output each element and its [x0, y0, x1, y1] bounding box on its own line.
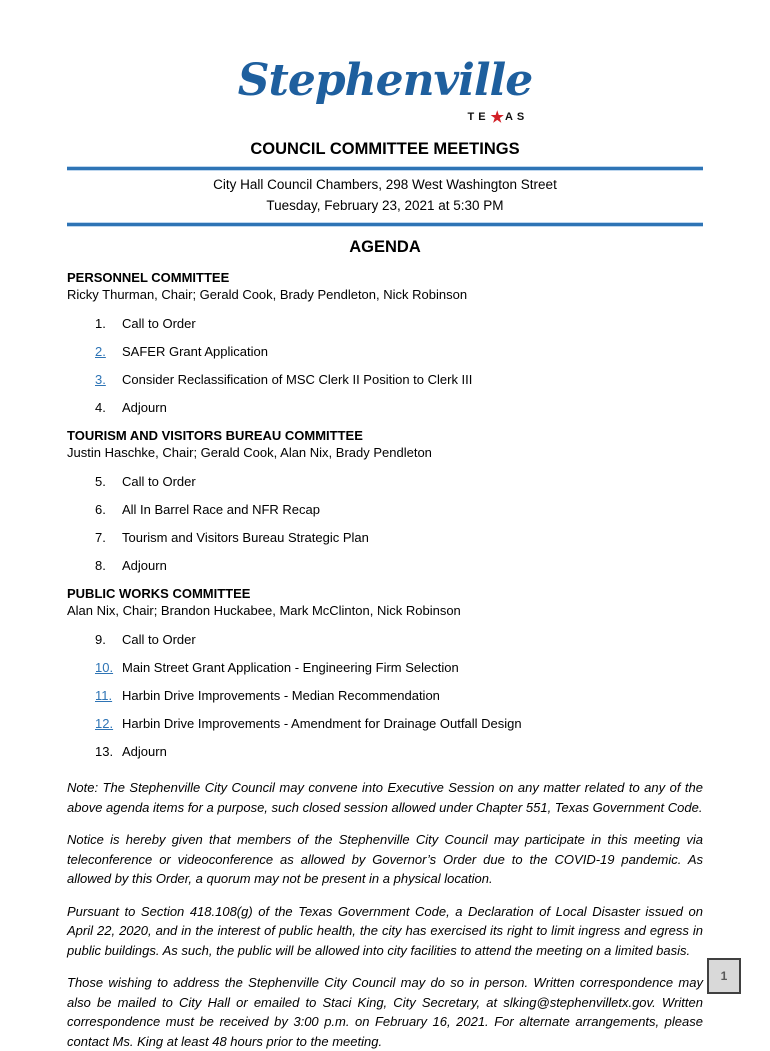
- agenda-item-text: Consider Reclassification of MSC Clerk II Position to Clerk III: [122, 372, 473, 388]
- agenda-item-number: 4.: [95, 400, 106, 416]
- stephenville-logo: [67, 0, 703, 126]
- agenda-item-number: 6.: [95, 502, 106, 518]
- committee-members: Alan Nix, Chair; Brandon Huckabee, Mark McClinton, Nick Robinson: [67, 603, 461, 619]
- agenda-item-number[interactable]: 12.: [95, 716, 114, 732]
- agenda-item-number[interactable]: 10.: [95, 660, 114, 676]
- note-teleconference: Notice is hereby given that members of the Stephenville City Council may participate in this meeting via teleconference or videoconference as allowed by Governor’s Order due to the COVID-19 pandemic. As allowed by this Order, a quorum may not be present in a physical location.: [67, 832, 703, 887]
- star-icon: ★: [490, 108, 504, 126]
- agenda-item-number: 9.: [95, 632, 106, 648]
- section-public-works-committee: [67, 586, 703, 759]
- agenda-item-text: Harbin Drive Improvements - Amendment for Drainage Outfall Design: [122, 716, 522, 732]
- committee-members: Ricky Thurman, Chair; Gerald Cook, Brady Pendleton, Nick Robinson: [67, 287, 468, 303]
- texas-prefix: TE: [467, 110, 490, 123]
- agenda-item: [95, 744, 703, 759]
- agenda-item: [95, 474, 703, 489]
- agenda-item-list: [67, 632, 703, 759]
- agenda-item-number: 5.: [95, 474, 106, 490]
- agenda-item-number[interactable]: 2.: [95, 344, 106, 360]
- agenda-heading: AGENDA: [349, 238, 421, 257]
- agenda-item: [95, 372, 703, 387]
- committee-name: TOURISM AND VISITORS BUREAU COMMITTEE: [67, 428, 363, 444]
- agenda-item-number: 8.: [95, 558, 106, 574]
- stephenville-logo-texas-text: [467, 108, 528, 126]
- agenda-item: [95, 502, 703, 517]
- note-correspondence: Those wishing to address the Stephenville City Council may do so in person. Written correspondence may also be mailed to City Hall or emailed to Staci King, City Secretary, at slking@stephenvilletx.gov. Written correspondence must be received by 3:00 p.m. on February 16, 2021. For alternate arrangements, please contact Ms. King at least 48 hours prior to the meeting.: [67, 975, 703, 1049]
- stephenville-logo-script-text: Stephenville: [237, 55, 533, 106]
- agenda-item-list: [67, 474, 703, 573]
- meeting-location: City Hall Council Chambers, 298 West Washington Street: [213, 176, 557, 192]
- agenda-item: [95, 344, 703, 359]
- committee-name: PERSONNEL COMMITTEE: [67, 270, 230, 286]
- page-number: 1: [720, 969, 728, 983]
- committee-members: Justin Haschke, Chair; Gerald Cook, Alan Nix, Brady Pendleton: [67, 445, 432, 461]
- bottom-rule: [67, 222, 703, 227]
- meeting-location-datetime: [67, 171, 703, 223]
- document-title: COUNCIL COMMITTEE MEETINGS: [250, 139, 520, 158]
- agenda-item-text: Call to Order: [122, 474, 196, 490]
- agenda-item-list: [67, 316, 703, 415]
- notes-section: [67, 778, 703, 1051]
- agenda-item-number[interactable]: 11.: [95, 688, 113, 704]
- agenda-item-number: 13.: [95, 744, 114, 760]
- note-local-disaster: Pursuant to Section 418.108(g) of the Texas Government Code, a Declaration of Local Disaster issued on April 22, 2020, and in the interest of public health, the city has exercised its right to limit ingress and egress in public buildings. As such, the public will be allowed into city facilities to attend the meeting on a limited basis.: [67, 903, 703, 958]
- committee-name: PUBLIC WORKS COMMITTEE: [67, 586, 251, 602]
- note-executive-session: Note: The Stephenville City Council may convene into Executive Session on any matter related to any of the above agenda items for a purpose, such closed session allowed under Chapter 551, Texas Government Code.: [67, 780, 703, 815]
- agenda-item-number: 1.: [95, 316, 106, 332]
- agenda-item-text: Harbin Drive Improvements - Median Recommendation: [122, 688, 440, 704]
- agenda-item-text: Adjourn: [122, 400, 167, 416]
- agenda-item: [95, 316, 703, 331]
- meeting-datetime: Tuesday, February 23, 2021 at 5:30 PM: [266, 197, 504, 213]
- agenda-item: [95, 530, 703, 545]
- agenda-item-number: 7.: [95, 530, 106, 546]
- agenda-item: [95, 716, 703, 731]
- agenda-item: [95, 660, 703, 675]
- agenda-item-number[interactable]: 3.: [95, 372, 106, 388]
- agenda-item: [95, 400, 703, 415]
- agenda-item: [95, 558, 703, 573]
- agenda-item: [95, 632, 703, 647]
- texas-suffix: AS: [504, 110, 529, 123]
- agenda-item-text: Call to Order: [122, 632, 196, 648]
- stephenville-logo-inner: [238, 56, 533, 126]
- section-personnel-committee: [67, 270, 703, 415]
- agenda-item-text: SAFER Grant Application: [122, 344, 268, 360]
- agenda-item-text: Adjourn: [122, 558, 167, 574]
- agenda-item-text: Adjourn: [122, 744, 167, 760]
- page-number-box: [707, 958, 741, 994]
- agenda-item: [95, 688, 703, 703]
- section-tourism-committee: [67, 428, 703, 573]
- agenda-item-text: Tourism and Visitors Bureau Strategic Plan: [122, 530, 369, 546]
- agenda-item-text: All In Barrel Race and NFR Recap: [122, 502, 320, 518]
- agenda-item-text: Call to Order: [122, 316, 196, 332]
- agenda-item-text: Main Street Grant Application - Engineering Firm Selection: [122, 660, 459, 676]
